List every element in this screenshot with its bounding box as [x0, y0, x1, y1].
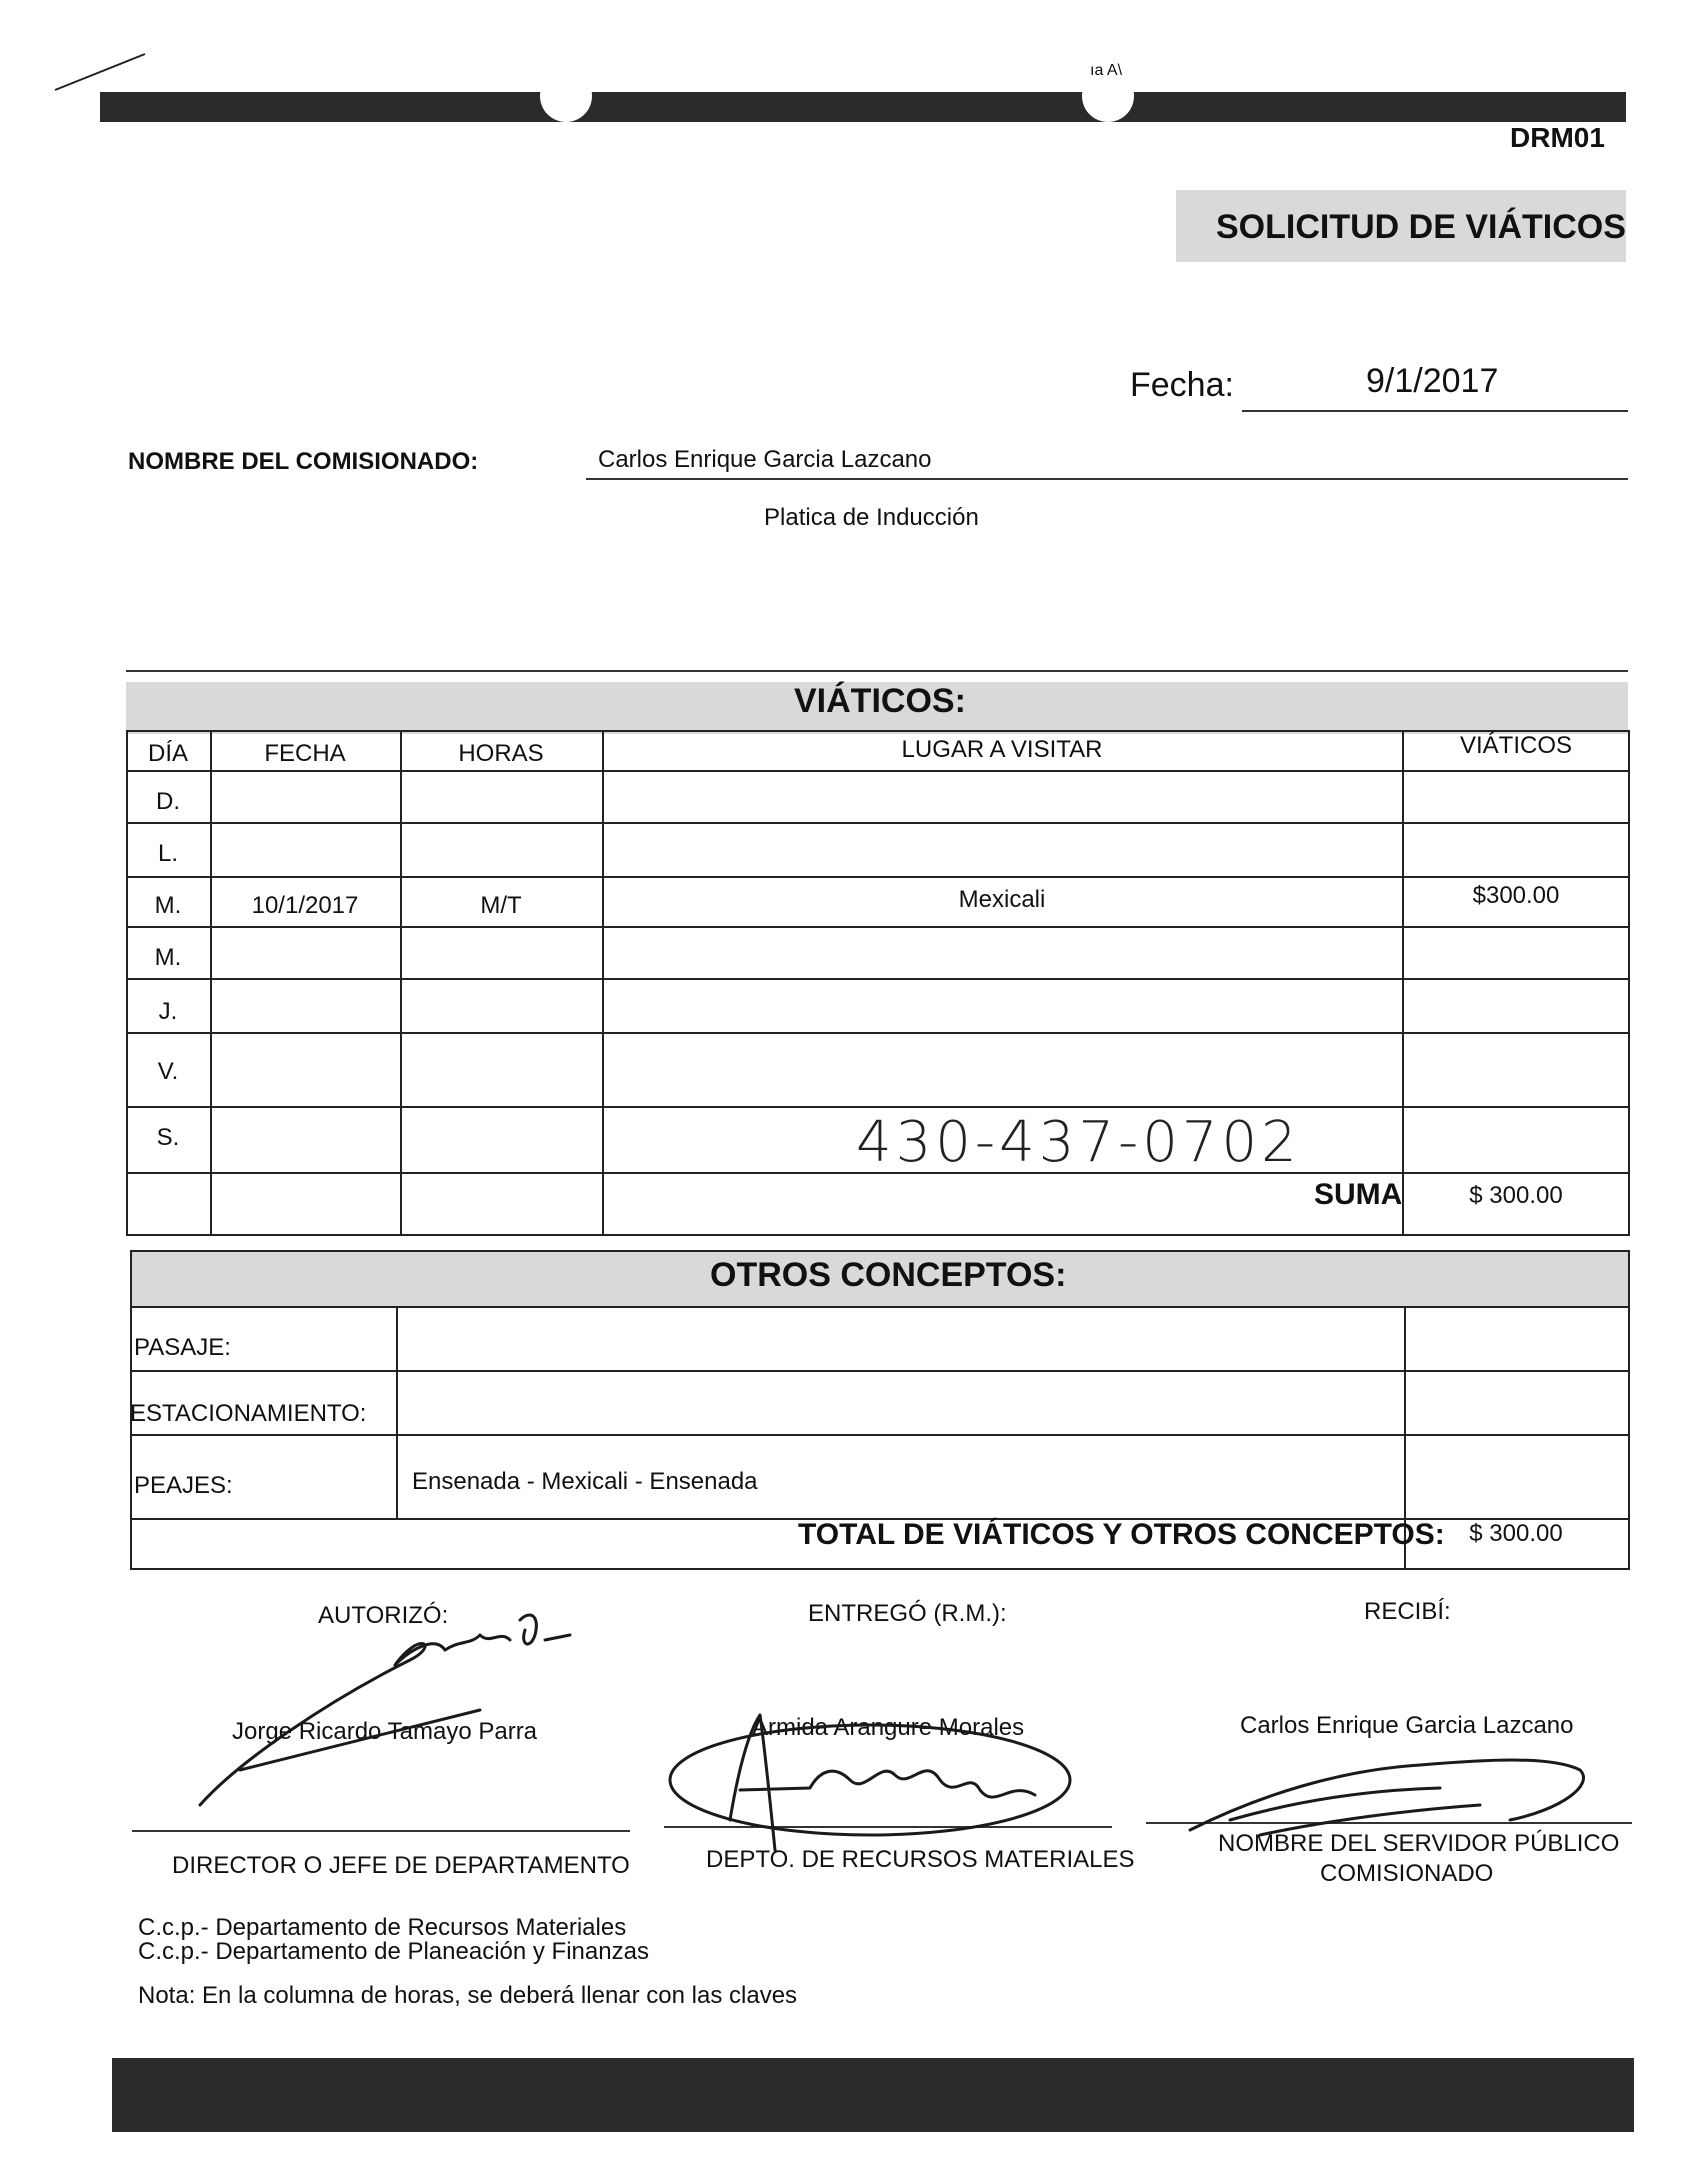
- handwritten-number: 430-437-0702: [856, 1110, 1301, 1175]
- row-day: M.: [154, 892, 182, 919]
- col-header-dia: DÍA: [147, 740, 189, 767]
- viaticos-title: VIÁTICOS:: [794, 682, 966, 720]
- row-fecha: 10/1/2017: [251, 892, 359, 919]
- total-value: $ 300.00: [1469, 1520, 1563, 1547]
- fecha-label: Fecha:: [1130, 366, 1234, 404]
- comisionado-name: Carlos Enrique Garcia Lazcano: [598, 446, 932, 473]
- suma-label: SUMA: [1314, 1178, 1403, 1211]
- row-horas: M/T: [480, 892, 522, 919]
- header-fragment: ıa A\: [1090, 62, 1123, 79]
- bottom-bar: [112, 2058, 1634, 2132]
- form-title: SOLICITUD DE VIÁTICOS: [1216, 208, 1626, 246]
- otros-label-peajes: PEAJES:: [134, 1472, 233, 1499]
- signature-entrego: [660, 1700, 1100, 1870]
- row-lugar: Mexicali: [958, 886, 1046, 913]
- row-day: J.: [158, 998, 178, 1025]
- suma-value: $ 300.00: [1469, 1182, 1563, 1209]
- signature-autorizo: [180, 1590, 620, 1820]
- nota-text: Nota: En la columna de horas, se deberá llenar con las claves: [138, 1982, 798, 2009]
- comisionado-label: NOMBRE DEL COMISIONADO:: [128, 448, 479, 475]
- autorizo-role: DIRECTOR O JEFE DE DEPARTAMENTO: [172, 1852, 630, 1879]
- fecha-underline: [1242, 410, 1628, 412]
- col-header-fecha: FECHA: [264, 740, 346, 767]
- otros-detail-peajes: Ensenada - Mexicali - Ensenada: [412, 1468, 758, 1495]
- recibi-role-2: COMISIONADO: [1320, 1860, 1494, 1887]
- top-bar: [100, 92, 1626, 122]
- row-day: L.: [157, 840, 179, 867]
- row-day: S.: [156, 1124, 180, 1151]
- ccp-line-1: C.c.p.- Departamento de Recursos Materiales: [138, 1914, 627, 1941]
- entrego-role: DEPTO. DE RECURSOS MATERIALES: [706, 1846, 1135, 1873]
- purpose-text: Platica de Inducción: [764, 504, 979, 531]
- form-code: DRM01: [1510, 122, 1605, 153]
- entrego-label: ENTREGÓ (R.M.):: [808, 1600, 1007, 1627]
- recibi-role-1: NOMBRE DEL SERVIDOR PÚBLICO: [1218, 1830, 1620, 1857]
- row-day: M.: [154, 944, 182, 971]
- fecha-value: 9/1/2017: [1366, 362, 1499, 400]
- entrego-name: Armida Arangure Morales: [752, 1714, 1025, 1741]
- comisionado-underline: [586, 478, 1628, 480]
- col-header-horas: HORAS: [458, 740, 544, 767]
- row-day: D.: [156, 788, 180, 815]
- autorizo-label: AUTORIZÓ:: [318, 1602, 449, 1629]
- col-header-viaticos: VIÁTICOS: [1459, 732, 1573, 759]
- otros-title: OTROS CONCEPTOS:: [710, 1256, 1067, 1294]
- signature-line: [132, 1830, 630, 1832]
- row-viaticos: $300.00: [1472, 882, 1560, 909]
- total-label: TOTAL DE VIÁTICOS Y OTROS CONCEPTOS:: [798, 1518, 1445, 1551]
- pen-mark: [50, 48, 160, 98]
- otros-label-pasaje: PASAJE:: [134, 1334, 231, 1361]
- recibi-name: Carlos Enrique Garcia Lazcano: [1240, 1712, 1574, 1739]
- autorizo-name: Jorge Ricardo Tamayo Parra: [232, 1718, 538, 1745]
- punch-hole: [540, 70, 592, 122]
- ccp-line-2: C.c.p.- Departamento de Planeación y Finanzas: [138, 1938, 649, 1965]
- row-day: V.: [157, 1058, 179, 1085]
- otros-label-estacionamiento: ESTACIONAMIENTO:: [130, 1400, 367, 1427]
- recibi-label: RECIBÍ:: [1364, 1598, 1451, 1625]
- separator-line: [126, 670, 1628, 672]
- col-header-lugar: LUGAR A VISITAR: [901, 736, 1103, 763]
